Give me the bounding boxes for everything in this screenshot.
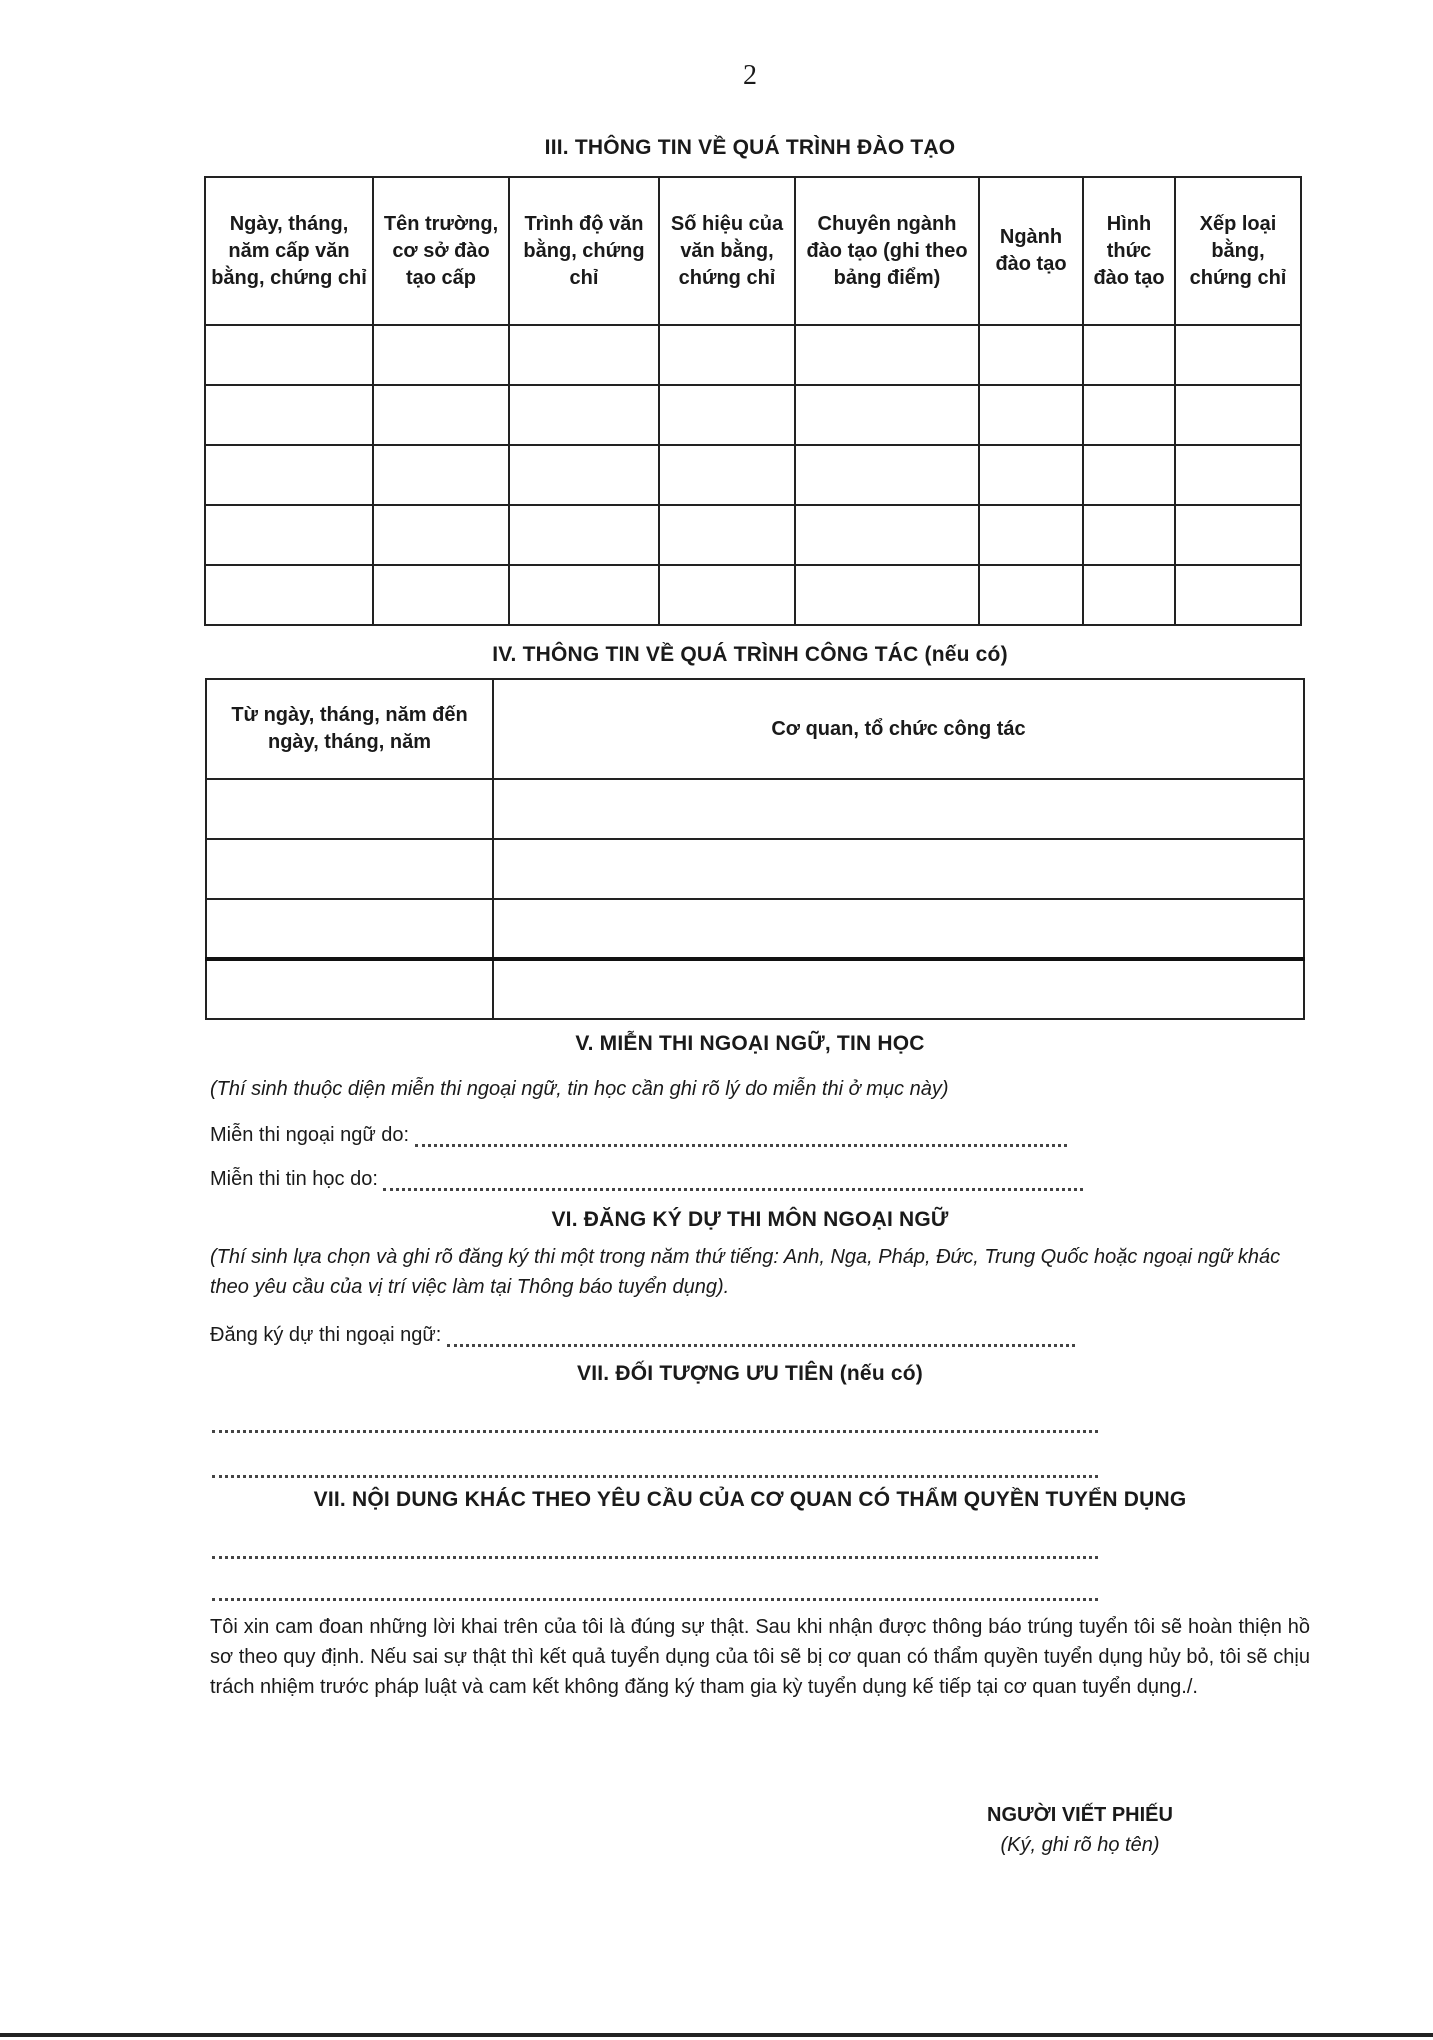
table-cell[interactable] [509,325,659,385]
work-history-table [205,678,1305,1020]
training-header-row [205,177,1301,325]
table-cell[interactable] [493,899,1304,959]
table-cell[interactable] [979,445,1083,505]
table-cell[interactable] [206,899,493,959]
section-v-title: V. MIỄN THI NGOẠI NGỮ, TIN HỌC [575,1032,925,1055]
table-cell[interactable] [795,445,979,505]
header-degree-level: Trình độ văn bằng, chứng chỉ [509,177,659,325]
table-cell[interactable] [206,779,493,839]
table-row [205,445,1301,505]
table-row [206,779,1304,839]
language-registration-label: Đăng ký dự thi ngoại ngữ: [210,1324,442,1346]
table-cell[interactable] [1083,565,1175,625]
section-vii-priority-title: VII. ĐỐI TƯỢNG ƯU TIÊN (nếu có) [577,1362,923,1385]
table-cell[interactable] [205,385,373,445]
table-cell[interactable] [206,959,493,1019]
priority-line-1[interactable] [212,1412,1098,1433]
table-cell[interactable] [1083,445,1175,505]
signer-title: NGƯỜI VIẾT PHIẾU [987,1804,1173,1826]
table-row [206,899,1304,959]
section-v-note: (Thí sinh thuộc diện miễn thi ngoại ngữ, tin học cần ghi rõ lý do miễn thi ở mục này) [210,1078,949,1100]
table-cell[interactable] [509,505,659,565]
header-period: Từ ngày, tháng, năm đến ngày, tháng, năm [206,679,493,779]
table-row [205,385,1301,445]
header-degree-number: Số hiệu của văn bằng, chứng chỉ [659,177,795,325]
section-iv-title: IV. THÔNG TIN VỀ QUÁ TRÌNH CÔNG TÁC (nếu có) [492,643,1008,666]
other-content-line-1[interactable] [212,1538,1098,1559]
section-vii-other-title: VII. NỘI DUNG KHÁC THEO YÊU CẦU CỦA CƠ QUAN CÓ THẨM QUYỀN TUYỂN DỤNG [313,1488,1187,1511]
table-cell[interactable] [659,565,795,625]
table-cell[interactable] [373,385,509,445]
table-cell[interactable] [659,445,795,505]
table-cell[interactable] [795,325,979,385]
table-cell[interactable] [1083,385,1175,445]
section-iii-title: III. THÔNG TIN VỀ QUÁ TRÌNH ĐÀO TẠO [544,136,956,159]
table-cell[interactable] [979,565,1083,625]
bottom-scan-line [0,2033,1433,2037]
signer-note: (Ký, ghi rõ họ tên) [1000,1834,1160,1856]
fill-in-dots[interactable] [447,1326,1075,1347]
table-cell[interactable] [509,445,659,505]
table-cell[interactable] [205,505,373,565]
table-cell[interactable] [1175,505,1301,565]
header-issue-date: Ngày, tháng, năm cấp văn bằng, chứng chỉ [205,177,373,325]
table-cell[interactable] [509,565,659,625]
table-cell[interactable] [659,385,795,445]
header-major: Ngành đào tạo [979,177,1083,325]
header-school-name: Tên trường, cơ sở đào tạo cấp [373,177,509,325]
table-cell[interactable] [493,779,1304,839]
table-cell[interactable] [659,325,795,385]
header-degree-rank: Xếp loại bằng, chứng chỉ [1175,177,1301,325]
table-row [205,325,1301,385]
table-cell[interactable] [1083,325,1175,385]
table-cell[interactable] [1083,505,1175,565]
table-row [205,505,1301,565]
table-cell[interactable] [373,565,509,625]
section-vi-note: (Thí sinh lựa chọn và ghi rõ đăng ký thi một trong năm thứ tiếng: Anh, Nga, Pháp, Đức, Trung Quốc hoặc ngoại ngữ khác theo yêu cầu của vị trí việc làm tại Thông báo tuyển dụng). [210,1246,1281,1298]
table-cell[interactable] [795,385,979,445]
header-specialization: Chuyên ngành đào tạo (ghi theo bảng điểm) [795,177,979,325]
it-exemption-field[interactable] [210,1168,1083,1191]
table-cell[interactable] [1175,565,1301,625]
table-cell[interactable] [205,565,373,625]
priority-line-2[interactable] [212,1457,1098,1478]
table-cell[interactable] [979,385,1083,445]
language-registration-field[interactable] [210,1324,1075,1347]
table-cell[interactable] [979,325,1083,385]
table-cell[interactable] [373,325,509,385]
page-number: 2 [743,60,757,91]
table-row [206,959,1304,1019]
section-vi-title: VI. ĐĂNG KÝ DỰ THI MÔN NGOẠI NGỮ [551,1208,949,1231]
work-header-row [206,679,1304,779]
table-cell[interactable] [1175,445,1301,505]
table-cell[interactable] [206,839,493,899]
it-exemption-label: Miễn thi tin học do: [210,1168,378,1190]
table-cell[interactable] [205,325,373,385]
table-cell[interactable] [1175,385,1301,445]
table-cell[interactable] [493,959,1304,1019]
pledge-paragraph: Tôi xin cam đoan những lời khai trên của tôi là đúng sự thật. Sau khi nhận được thông báo trúng tuyển tôi sẽ hoàn thiện hồ sơ theo quy định. Nếu sai sự thật thì kết quả tuyển dụng của tôi sẽ bị cơ quan có thẩm quyền tuyển dụng hủy bỏ, tôi sẽ chịu trách nhiệm trước pháp luật và cam kết không đăng ký tham gia kỳ tuyển dụng kế tiếp tại cơ quan tuyển dụng./. [210,1616,1310,1698]
table-cell[interactable] [493,839,1304,899]
table-row [206,839,1304,899]
foreign-language-exemption-field[interactable] [210,1124,1067,1147]
fill-in-dots[interactable] [415,1126,1067,1147]
table-cell[interactable] [205,445,373,505]
table-cell[interactable] [795,505,979,565]
header-training-form: Hình thức đào tạo [1083,177,1175,325]
table-cell[interactable] [1175,325,1301,385]
table-cell[interactable] [373,505,509,565]
table-cell[interactable] [373,445,509,505]
fill-in-dots[interactable] [383,1170,1083,1191]
table-cell[interactable] [509,385,659,445]
foreign-language-exemption-label: Miễn thi ngoại ngữ do: [210,1124,410,1146]
table-row [205,565,1301,625]
other-content-line-2[interactable] [212,1580,1098,1601]
table-cell[interactable] [659,505,795,565]
training-table [204,176,1302,626]
table-cell[interactable] [979,505,1083,565]
header-organization: Cơ quan, tổ chức công tác [493,679,1304,779]
table-cell[interactable] [795,565,979,625]
